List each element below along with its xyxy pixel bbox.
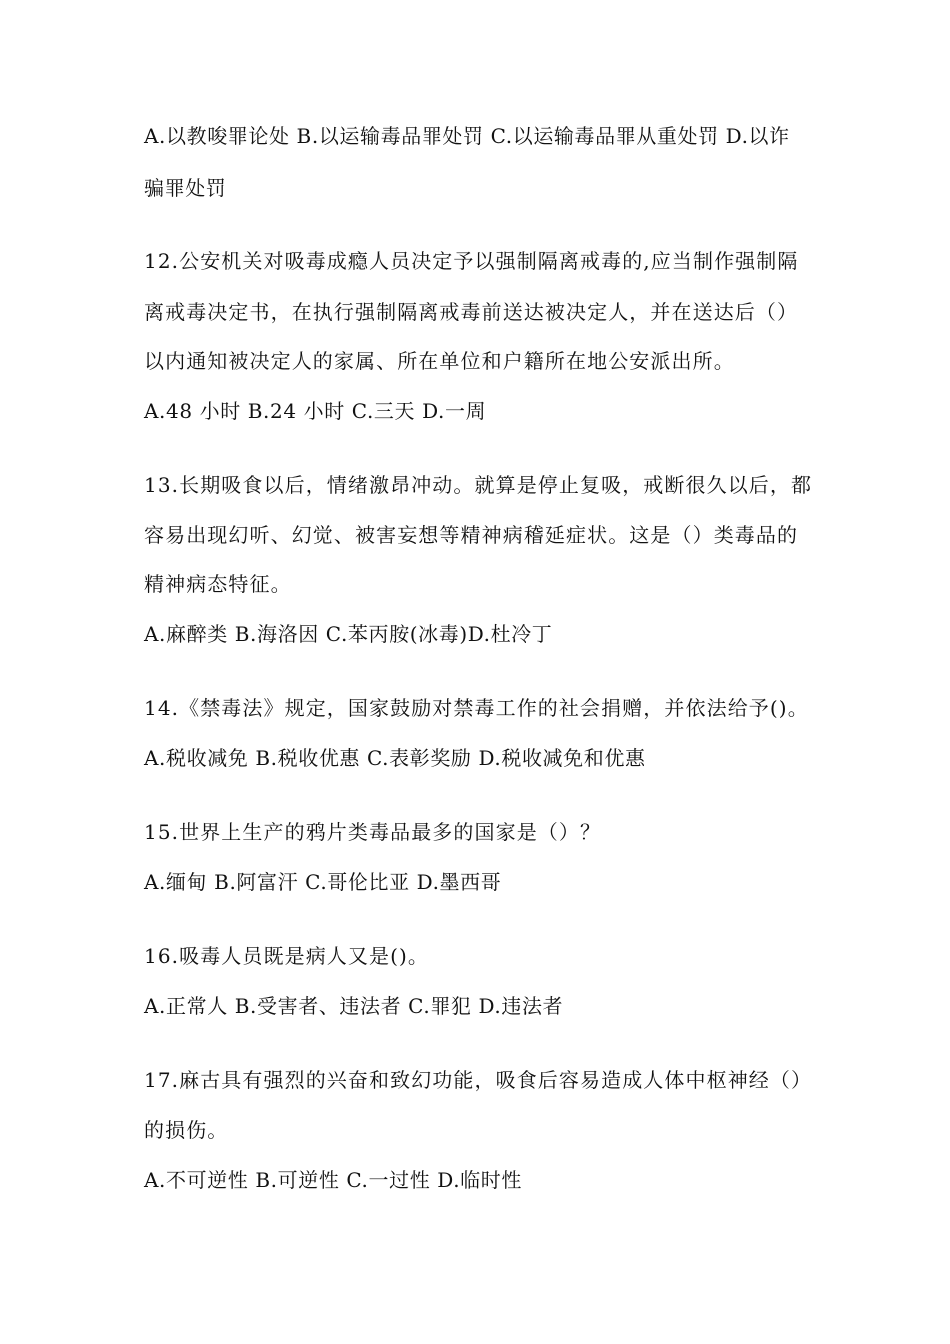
q12-options: A.48 小时 B.24 小时 C.三天 D.一周 <box>144 399 487 423</box>
q15-text: 15.世界上生产的鸦片类毒品最多的国家是（）？ <box>144 820 602 844</box>
q12-text-line-1: 12.公安机关对吸毒成瘾人员决定予以强制隔离戒毒的,应当制作强制隔 <box>144 249 799 273</box>
q13-options: A.麻醉类 B.海洛因 C.苯丙胺(冰毒)D.杜冷丁 <box>144 622 553 646</box>
q17-options: A.不可逆性 B.可逆性 C.一过性 D.临时性 <box>144 1168 522 1192</box>
q17-text-line-2: 的损伤。 <box>144 1118 229 1142</box>
q15-options: A.缅甸 B.阿富汗 C.哥伦比亚 D.墨西哥 <box>144 870 502 894</box>
q16-text: 16.吸毒人员既是病人又是()。 <box>144 944 430 968</box>
q12-text-line-3: 以内通知被决定人的家属、所在单位和户籍所在地公安派出所。 <box>144 349 735 373</box>
q13-text-line-1: 13.长期吸食以后，情绪激昂冲动。就算是停止复吸，戒断很久以后，都 <box>144 473 813 497</box>
q11-options-line-1: A.以教唆罪论处 B.以运输毒品罪处罚 C.以运输毒品罪从重处罚 D.以诈 <box>144 124 790 148</box>
q12-text-line-2: 离戒毒决定书，在执行强制隔离戒毒前送达被决定人，并在送达后（） <box>144 300 799 324</box>
q13-text-line-3: 精神病态特征。 <box>144 572 292 596</box>
q14-text: 14.《禁毒法》规定，国家鼓励对禁毒工作的社会捐赠，并依法给予()。 <box>144 696 809 720</box>
q17-text-line-1: 17.麻古具有强烈的兴奋和致幻功能，吸食后容易造成人体中枢神经（） <box>144 1068 813 1092</box>
q11-options-line-2: 骗罪处罚 <box>144 176 227 200</box>
q14-options: A.税收减免 B.税收优惠 C.表彰奖励 D.税收减免和优惠 <box>144 746 646 770</box>
q16-options: A.正常人 B.受害者、违法者 C.罪犯 D.违法者 <box>144 994 564 1018</box>
q13-text-line-2: 容易出现幻听、幻觉、被害妄想等精神病稽延症状。这是（）类毒品的 <box>144 523 799 547</box>
